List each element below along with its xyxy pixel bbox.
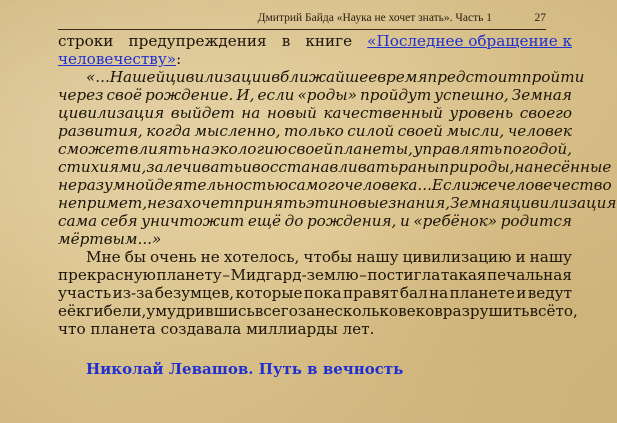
signature[interactable]: Николай Левашов. Путь в вечность <box>86 360 404 378</box>
quote-line: через своё рождение. И, если «роды» пройдут успешно, Земная <box>58 86 572 104</box>
colon: : <box>176 50 182 68</box>
intro-word: книге <box>305 32 353 50</box>
page-number: 27 <box>534 12 546 24</box>
paragraph-line: участь из-за безумцев, которые пока правят бал на планете и ведут <box>58 284 572 302</box>
quote-block <box>58 68 617 248</box>
intro-word: предупреждения <box>128 32 267 50</box>
intro-line <box>58 32 572 50</box>
quote-line: «...Нашей цивилизации в ближайшее время предстоит пройти <box>86 68 585 86</box>
quote-line: неразумной деятельностью самого человека... Если же человечество <box>58 176 612 194</box>
paragraph-line: её к гибели, умудрившись всего за несколько веков разрушить всё то, <box>58 302 578 320</box>
quote-line: сама себя уничтожит ещё до рождения, и «ребёнок» родится <box>58 212 572 230</box>
quote-line: развития, когда мысленно, только силой своей мысли, человек <box>58 122 572 140</box>
header-title: Дмитрий Байда «Наука не хочет знать». Часть 1 <box>257 12 492 24</box>
quote-line: мёртвым...» <box>58 230 162 248</box>
book-link-continued[interactable]: человечеству» <box>58 50 177 68</box>
paragraph <box>58 248 578 338</box>
quote-line: не примет, не захочет принять эти новые знания, Земная цивилизация <box>58 194 617 212</box>
paragraph-line: прекрасную планету – Мидгард-землю – постигла такая печальная <box>58 266 572 284</box>
page-content <box>58 32 617 378</box>
header-divider <box>58 29 546 30</box>
book-link[interactable]: «Последнее обращение к <box>367 32 572 50</box>
quote-line: цивилизация выйдет на новый качественный уровень своего <box>58 104 572 122</box>
page-header <box>58 12 546 28</box>
quote-line: сможет влиять на экологию своей планеты, управлять погодой, <box>58 140 572 158</box>
quote-lines <box>58 68 617 248</box>
quote-line: стихиями, залечивать и восстанавливать раны природы, нанесённые <box>58 158 612 176</box>
intro-word: в <box>281 32 291 50</box>
intro-word: строки <box>58 32 114 50</box>
paragraph-line: Мне бы очень не хотелось, чтобы нашу цивилизацию и нашу <box>86 248 572 266</box>
paragraph-line: что планета создавала миллиарды лет. <box>58 320 375 338</box>
intro-line-2 <box>58 50 572 68</box>
